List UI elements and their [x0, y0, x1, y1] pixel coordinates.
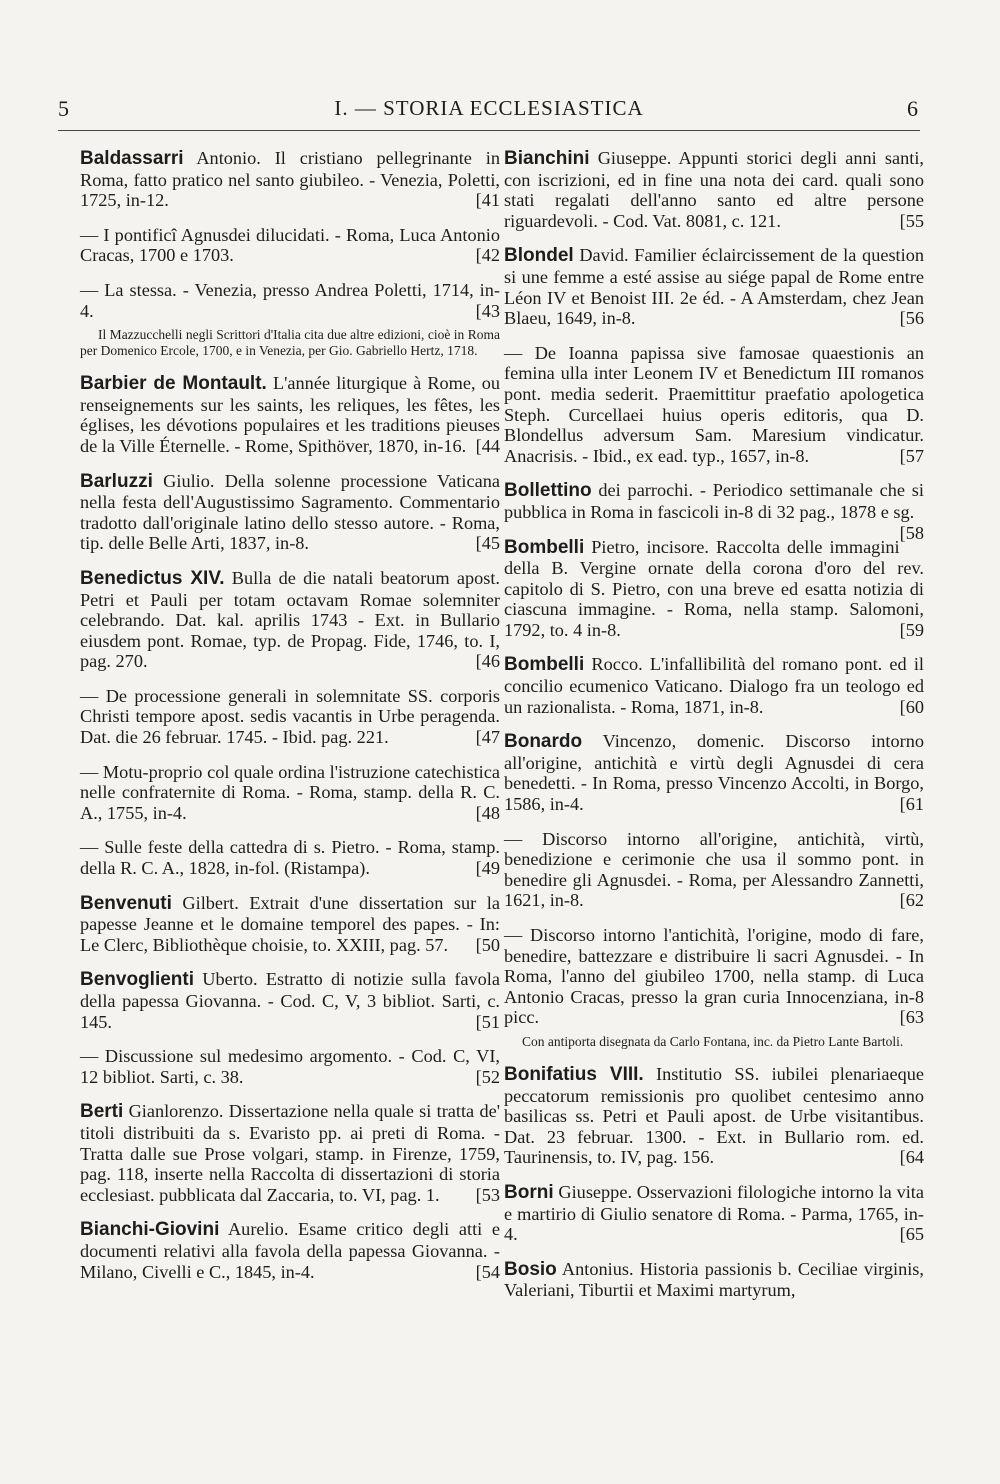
entry-author: Bombelli [504, 536, 585, 558]
bibliography-entry [80, 471, 500, 554]
entry-author: Bonardo [504, 731, 583, 753]
entry-number: [49 [475, 858, 500, 879]
entry-text: Aurelio. Esame critico degli atti e documenti relativi alla favola della papessa Giovanna. - Milano, Civelli e C., 1845, in-4. [80, 1219, 500, 1282]
entry-text: Giulio. Della solenne processione Vaticana nella festa dell'Augustissimo Sagramento. Commentario tradotto dall'originale latino dello stesso autore. - Roma, tip. delle Belle Arti, 1837, in-8. [80, 470, 500, 554]
entry-number: [43 [475, 300, 500, 321]
bibliography-entry [80, 280, 500, 321]
bibliography-entry [504, 537, 924, 641]
entry-author: Bollettino [504, 480, 592, 502]
entry-number: [62 [899, 890, 924, 911]
entry-text: Antonius. Historia passionis b. Ceciliae virginis, Valeriani, Tiburtii et Maximi martyrum, [504, 1258, 924, 1301]
entry-text: — Discorso intorno l'antichità, l'origine, modo di fare, benedire, battezzare e distribuire li sacri Agnusdei. - In Roma, l'anno del giubileo 1700, nella stamp. di Luca Antonio Cracas, presso la gran curia Innocenziana, in-8 picc. [504, 925, 924, 1028]
bibliography-entry [80, 686, 500, 748]
entry-number: [41 [475, 190, 500, 211]
entry-number: [55 [899, 210, 924, 231]
entry-author: Bombelli [504, 654, 585, 676]
entry-author: Bonifatius VIII. [504, 1063, 644, 1085]
bibliography-entry [80, 969, 500, 1032]
entry-text: — Discorso intorno all'origine, antichità, virtù, benedizione e cerimonie che usa il sommo pont. in benedire gli Agnusdei. - Roma, per Alessandro Zannetti, 1621, in-8. [504, 828, 924, 911]
entry-text: — Motu-proprio col quale ordina l'istruzione catechistica nelle confraternite di Roma. - Roma, stamp. della R. C. A., 1755, in-4. [80, 761, 500, 823]
bibliography-entry [504, 343, 924, 467]
entry-note: Con antiporta disegnata da Carlo Fontana, inc. da Pietro Lante Bartoli. [522, 1033, 904, 1049]
entry-text: David. Familier éclaircissement de la question si une femme a esté assise au siége papal de Rome entre Léon IV et Benoist III. 2e éd. - A Amsterdam, chez Jean Blaeu, 1649, in-8. [504, 245, 924, 329]
entry-author: Barbier de Montault. [80, 373, 267, 395]
bibliography-entry [80, 1101, 500, 1205]
entry-author: Bianchini [504, 148, 590, 169]
entry-text: Uberto. Estratto di notizie sulla favola della papessa Giovanna. - Cod. C, V, 3 bibliot. Sarti, c. 145. [80, 969, 500, 1032]
entry-number: [51 [475, 1011, 500, 1032]
entry-number: [54 [475, 1261, 500, 1282]
entry-number: [44 [475, 435, 500, 456]
entry-text: — De Ioanna papissa sive famosae quaestionis an femina ulla inter Leonem IV et Benedictum III romanos pont. media sederit. Praemittitur praefatio apologetica Steph. Curcellaei huius operis editoris, qua D. Blondellus adversum Sam. Maresium vindicatur. Anacrisis. - Ibid., ex ead. typ., 1657, in-8. [504, 342, 924, 466]
bibliography-entry [80, 225, 500, 266]
entry-text: — De processione generali in solemnitate SS. corporis Christi tempore apost. sedis vacantis in Urbe peragenda. Dat. die 26 februar. 1745. - Ibid. pag. 221. [80, 685, 500, 748]
entry-author: Blondel [504, 245, 574, 267]
entry-author: Borni [504, 1181, 554, 1203]
entry-number: [58 [899, 522, 924, 543]
entry-number: [45 [475, 533, 500, 554]
entry-number: [56 [899, 308, 924, 329]
entry-number: [47 [475, 727, 500, 748]
entry-text: Gianlorenzo. Dissertazione nella quale si tratta de' titoli distribuiti da s. Evaristo pp. ai preti di Roma. - Tratta dalle sue Prose volgari, stamp. in Firenze, 1759, pag. 118, inserte nella Raccolta di dissertazioni di storia ecclesiast. pubblicata dal Zaccaria, to. VI, pag. 1. [80, 1101, 500, 1205]
bibliography-entry [504, 1182, 924, 1245]
entry-text: Giuseppe. Appunti storici degli anni santi, con iscrizioni, ed in fine una nota dei card. quali sono stati regalati dell'anno santo ed altre persone riguardevoli. - Cod. Vat. 8081, c. 121. [504, 148, 924, 231]
entry-number: [46 [475, 651, 500, 672]
bibliography-entry [504, 148, 924, 231]
bibliography-entry [504, 480, 924, 543]
entry-number: [63 [899, 1007, 924, 1028]
bibliography-entry [80, 373, 500, 456]
entry-author: Benvenuti [80, 892, 172, 914]
entry-number: [42 [475, 245, 500, 266]
entry-text: — Sulle feste della cattedra di s. Pietro. - Roma, stamp. della R. C. A., 1828, in-fol. (Ristampa). [80, 837, 500, 879]
entry-number: [65 [899, 1224, 924, 1245]
bibliography-entry [80, 837, 500, 878]
entry-author: Bosio [504, 1258, 557, 1280]
entry-number: [64 [899, 1147, 924, 1168]
entry-number: [57 [899, 445, 924, 466]
entry-text: Gilbert. Extrait d'une dissertation sur la papesse Jeanne et le domaine temporel des papes. - In: Le Clerc, Bibliothèque choisie, to. XXIII, pag. 57. [80, 892, 500, 955]
bibliography-entry [504, 829, 924, 911]
bibliography-entry [504, 1259, 924, 1301]
entry-text: Institutio SS. iubilei plenariaeque peccatorum remissionis pro quolibet centesimo anno basilicas ss. Petri et Pauli apost. de Urbe visitantibus. Dat. 23 februar. 1300. - Ext. in Bullario rom. ed. Taurinensis, to. IV, pag. 156. [504, 1063, 924, 1168]
bibliography-entry [80, 762, 500, 824]
page-number-right: 6 [907, 96, 918, 121]
entry-number: [60 [899, 696, 924, 717]
entry-author: Barluzzi [80, 470, 153, 492]
bibliography-entry [504, 654, 924, 717]
entry-note: Il Mazzucchelli negli Scrittori d'Italia cita due altre edizioni, cioè in Roma per Domenico Ercole, 1700, e in Venezia, per Gio. Gabriello Hertz, 1718. [80, 327, 500, 359]
section-title: I. — STORIA ECCLESIASTICA [334, 96, 644, 120]
entry-text: L'année liturgique à Rome, ou renseignements sur les saints, les reliques, les fêtes, les églises, les dévotions populaires et les traditions pieuses de la Ville Éternelle. - Rome, Spithöver, 1870, in-16. [80, 373, 500, 456]
bibliography-entry [504, 245, 924, 328]
bibliography-entry [80, 1046, 500, 1087]
bibliography-entry [80, 568, 500, 672]
bibliography-entry [80, 893, 500, 956]
entry-text: Vincenzo, domenic. Discorso intorno all'origine, antichità e virtù degli Agnusdei di cera benedetti. - In Roma, presso Vincenzo Accolti, in Borgo, 1586, in-4. [504, 731, 924, 815]
entry-author: Benedictus XIV. [80, 567, 225, 589]
bibliography-entry [504, 925, 924, 1028]
entry-text: — I pontificî Agnusdei dilucidati. - Roma, Luca Antonio Cracas, 1700 e 1703. [80, 224, 500, 266]
entry-number: [50 [475, 934, 500, 955]
entry-author: Bianchi-Giovini [80, 1219, 220, 1241]
entry-text: Rocco. L'infallibilità del romano pont. ed il concilio ecumenico Vaticano. Dialogo fra un teologo ed un razionalista. - Roma, 1871, in-8. [504, 654, 924, 717]
running-header [58, 96, 920, 131]
entry-author: Benvoglienti [80, 969, 195, 991]
bibliography-entry [504, 731, 924, 814]
entry-text: dei parrochi. - Periodico settimanale che si pubblica in Roma in fascicoli in-8 di 32 pag., 1878 e sg. [504, 480, 924, 522]
bibliography-entry [504, 1064, 924, 1168]
entry-number: [53 [475, 1184, 500, 1205]
entry-text: Pietro, incisore. Raccolta delle immagini della B. Vergine ornate della corona d'oro del rev. capitolo di S. Pietro, con una breve ed esatta notizia di ciascuna immagine. - Roma, nella stamp. Salomoni, 1792, to. 4 in-8. [504, 536, 924, 640]
entry-text: — Discussione sul medesimo argomento. - Cod. C, VI, 12 bibliot. Sarti, c. 38. [80, 1046, 500, 1087]
entry-number: [61 [899, 794, 924, 815]
entry-text: Giuseppe. Osservazioni filologiche intorno la vita e martirio di Giulio senatore di Roma. - Parma, 1765, in-4. [504, 1181, 924, 1245]
entry-number: [52 [475, 1066, 500, 1087]
entry-text: Antonio. Il cristiano pellegrinante in Roma, fatto pratico nel santo giubileo. - Venezia, Poletti, 1725, in-12. [80, 148, 500, 211]
right-column [504, 148, 924, 1315]
bibliography-entry [80, 1219, 500, 1282]
entry-author: Baldassarri [80, 148, 184, 169]
bibliography-entry [80, 148, 500, 211]
entry-number: [48 [475, 802, 500, 823]
page-number-left: 5 [58, 96, 69, 121]
entry-author: Berti [80, 1101, 124, 1123]
entry-text: — La stessa. - Venezia, presso Andrea Poletti, 1714, in-4. [80, 279, 500, 321]
entry-text: Bulla de die natali beatorum apost. Petri et Pauli per totam octavam Romae solemniter celebrando. Dat. kal. aprilis 1743 - Ext. in Bullario eiusdem pont. Romae, typ. de Propag. Fide, 1746, to. I, pag. 270. [80, 567, 500, 672]
entry-number: [59 [899, 619, 924, 640]
left-column [80, 148, 500, 1296]
